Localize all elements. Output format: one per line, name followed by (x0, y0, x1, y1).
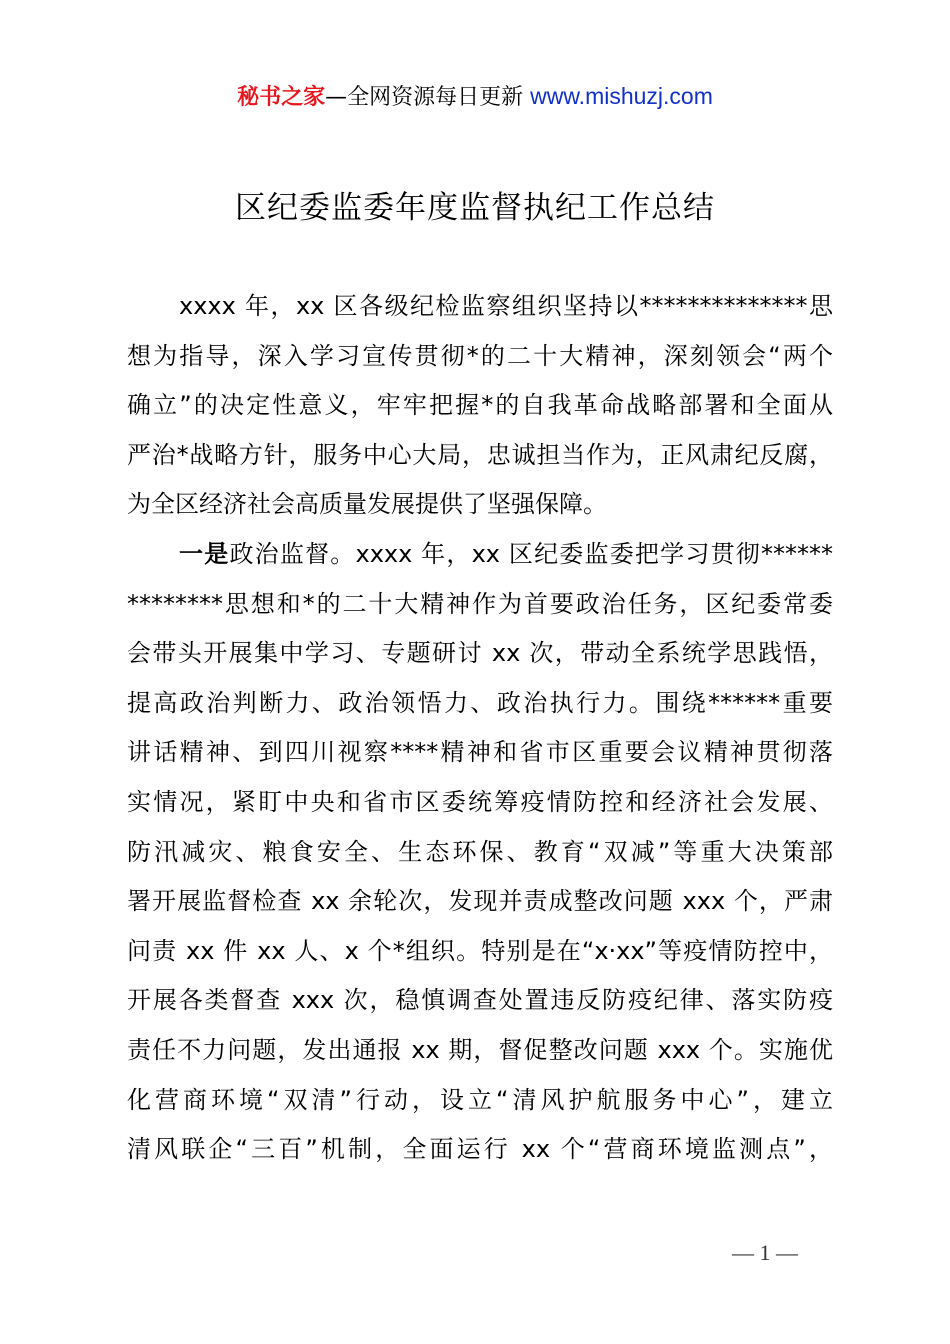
text-line-rest: 政治监督。xxxx 年，xx 区纪委监委把学习贯彻****** (229, 539, 833, 568)
site-header (0, 80, 950, 114)
site-tagline: —全网资源每日更新 (325, 85, 531, 110)
page-number: — 1 — (732, 1240, 798, 1265)
text-line: 想为指导，深入学习宣传贯彻*的二十大精神，深刻领会“两个 (127, 341, 833, 370)
text-line (127, 530, 833, 580)
text-line: 清风联企“三百”机制，全面运行 xx 个“营商环境监测点”， (127, 1135, 833, 1164)
text-line: 讲话精神、到四川视察****精神和省市区重要会议精神贯彻落 (127, 738, 833, 767)
text-line: 实情况，紧盯中央和省市区委统筹疫情防控和经济社会发展、 (127, 787, 833, 816)
text-line: 会带头开展集中学习、专题研讨 xx 次，带动全系统学思践悟， (127, 639, 833, 668)
text-line: 开展各类督查 xxx 次，稳慎调查处置违反防疫纪律、落实防疫 (127, 986, 833, 1015)
text-line: 为全区经济社会高质量发展提供了坚强保障。 (127, 490, 607, 519)
text-line: 确立”的决定性意义，牢牢把握*的自我革命战略部署和全面从 (127, 391, 833, 420)
text-line: 提高政治判断力、政治领悟力、政治执行力。围绕******重要 (127, 688, 833, 717)
text-line: 责任不力问题，发出通报 xx 期，督促整改问题 xxx 个。实施优 (127, 1035, 833, 1064)
document-body (127, 282, 833, 1175)
site-url-link[interactable]: www.mishuzj.com (530, 83, 713, 109)
text-line: 署开展监督检查 xx 余轮次，发现并责成整改问题 xxx 个，严肃 (127, 887, 833, 916)
text-line: 问责 xx 件 xx 人、x 个*组织。特别是在“x·xx”等疫情防控中， (127, 936, 833, 965)
paragraph-intro (127, 282, 833, 530)
text-line: 化营商环境“双清”行动，设立“清风护航服务中心”，建立 (127, 1085, 833, 1114)
paragraph-political-supervision (127, 530, 833, 1175)
document-title: 区纪委监委年度监督执纪工作总结 (235, 190, 715, 226)
text-line: 防汛减灾、粮食安全、生态环保、教育“双减”等重大决策部 (127, 837, 833, 866)
text-line: xxxx 年，xx 区各级纪检监察组织坚持以**************思 (179, 292, 833, 320)
text-line: 严治*战略方针，服务中心大局，忠诚担当作为，正风肃纪反腐， (127, 440, 833, 469)
paragraph-lead: 一是 (179, 539, 230, 568)
site-brand: 秘书之家 (237, 85, 326, 110)
text-line: ********思想和*的二十大精神作为首要政治任务，区纪委常委 (127, 589, 833, 618)
